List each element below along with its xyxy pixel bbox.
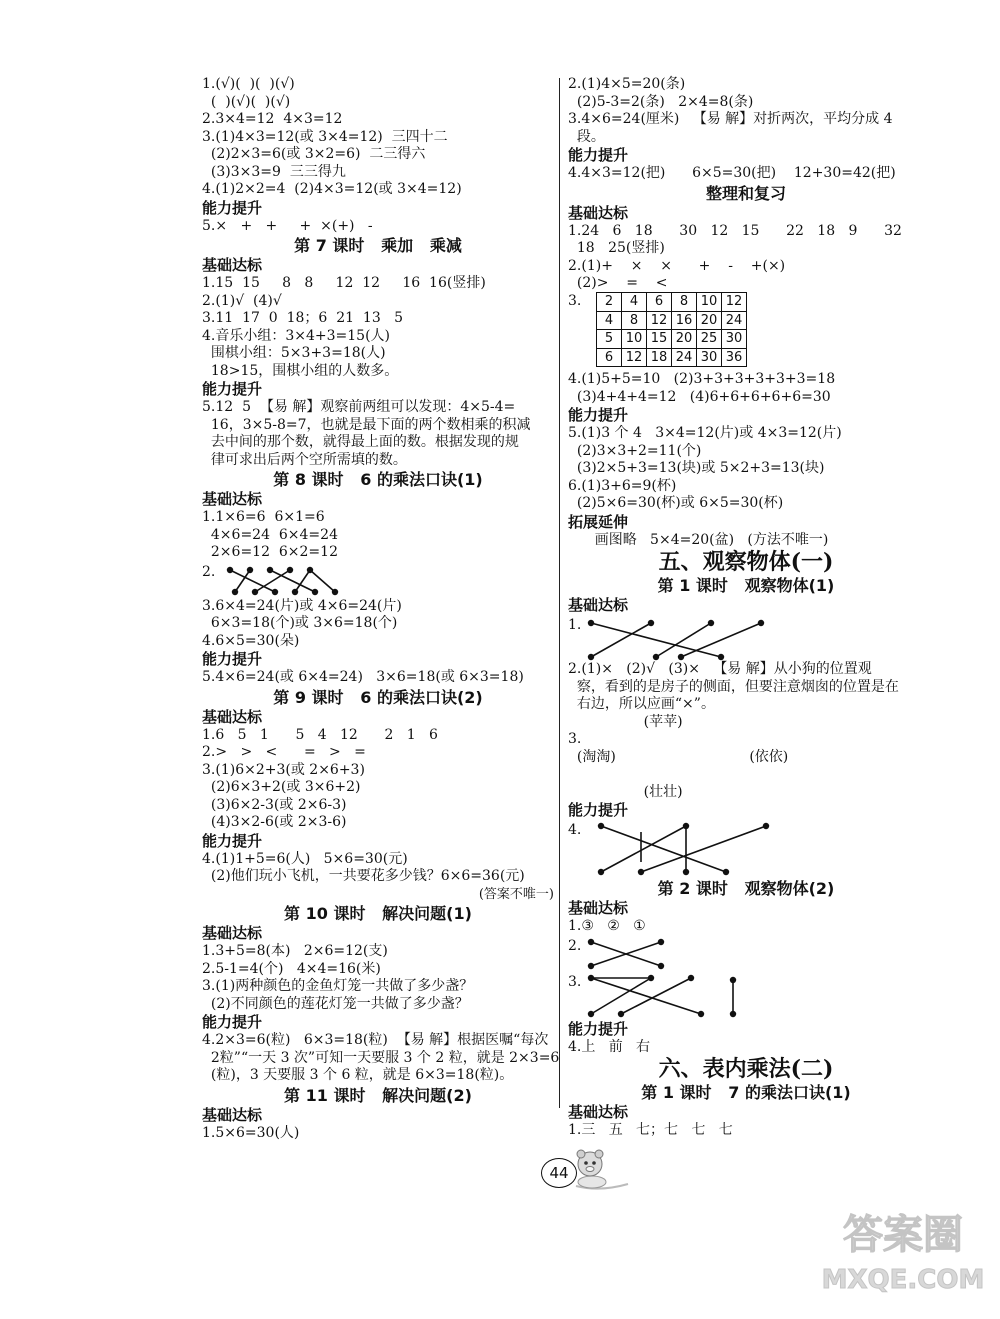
watermark-line1: 答案圈 xyxy=(843,1212,963,1258)
table-cell: 20 xyxy=(697,311,722,330)
question-number: 3. xyxy=(568,973,582,990)
connect-line xyxy=(621,978,691,1014)
connect-dot xyxy=(730,1010,736,1016)
connect-dot xyxy=(683,823,689,829)
connect-dot xyxy=(698,1010,704,1016)
left-column xyxy=(202,76,560,1142)
table-cell: 4 xyxy=(622,293,647,312)
answer-line: (2)3×3+2=11(个) xyxy=(568,442,702,459)
answer-line: 画图略 5×4=20(盆) (方法不唯一) xyxy=(568,531,829,548)
table-cell: 16 xyxy=(672,311,697,330)
lesson-heading: 第 11 课时 解决问题(2) xyxy=(284,1085,472,1105)
connect-dot xyxy=(708,620,714,626)
line-match-figure xyxy=(581,974,751,1020)
answer-line: (3)2×5+3=13(块)或 5×2+3=13(块) xyxy=(568,460,825,476)
connect-dot xyxy=(658,962,664,968)
answer-line: (苹苹) xyxy=(568,713,683,730)
section-label: 基础达标 xyxy=(202,924,263,942)
connect-dot xyxy=(718,654,724,660)
column-divider xyxy=(559,78,560,1108)
section-label: 能力提升 xyxy=(202,1013,263,1031)
line-match-figure xyxy=(215,564,355,598)
answer-line: 5.4×6=24(或 6×4=24) 3×6=18(或 6×3=18) xyxy=(202,669,524,685)
section-label: 基础达标 xyxy=(202,707,263,726)
connect-dot xyxy=(653,654,659,660)
watermark xyxy=(818,1186,988,1306)
connect-dot xyxy=(232,588,238,594)
connect-dot xyxy=(723,869,729,875)
connect-diagram xyxy=(568,617,924,661)
connect-line xyxy=(681,623,761,657)
answer-line: 18 25(竖排) xyxy=(568,240,665,256)
connect-dot xyxy=(272,588,278,594)
question-number: 3. xyxy=(568,292,582,309)
answer-line: 4.上 前 右 xyxy=(568,1038,651,1055)
connect-diagram xyxy=(568,974,924,1020)
table-cell: 24 xyxy=(672,348,697,367)
connect-dot xyxy=(598,869,604,875)
answer-line: (2)他们玩小飞机，一共要花多少钱？6×6=36(元) xyxy=(202,868,525,884)
answer-line: 3.(1)两种颜色的金鱼灯笼一共做了多少盏？ xyxy=(202,978,474,994)
answer-line: 2.(1)× (2)√ (3)× 【易 解】从小狗的位置观 xyxy=(568,661,872,677)
connect-dot xyxy=(648,974,654,980)
page-number: 44 xyxy=(541,1158,577,1188)
section-label: 能力提升 xyxy=(202,831,263,850)
connect-dot xyxy=(598,823,604,829)
connect-diagram xyxy=(202,564,554,598)
answer-line xyxy=(568,766,924,784)
connect-line xyxy=(310,570,335,592)
answer-line: 3.11 17 0 18；6 21 13 5 xyxy=(202,310,404,326)
answer-line: 1.15 15 8 8 12 12 16 16(竖排) xyxy=(202,275,486,291)
answer-line: 4.6×5=30(朵) xyxy=(202,632,300,649)
lesson-heading: 第 9 课时 6 的乘法口诀(2) xyxy=(273,687,483,707)
connect-dot xyxy=(648,620,654,626)
multiplication-table xyxy=(596,292,747,367)
connect-dot xyxy=(618,1010,624,1016)
connect-dot xyxy=(227,566,233,572)
mascot-icon xyxy=(570,1142,630,1198)
answer-line: 1.6 5 1 5 4 12 2 1 6 xyxy=(202,726,438,743)
table-cell: 4 xyxy=(597,311,622,330)
connect-dot xyxy=(678,654,684,660)
answer-line: 1.1×6=6 6×1=6 xyxy=(202,509,325,525)
answer-line: 察，看到的是房子的侧面，但要注意烟囱的位置是在 xyxy=(568,678,899,695)
answer-line: 2×6=12 6×2=12 xyxy=(202,544,338,560)
connect-dot xyxy=(312,588,318,594)
table-cell: 24 xyxy=(722,311,747,330)
connect-dot xyxy=(588,620,594,626)
section-label: 基础达标 xyxy=(568,899,629,917)
answer-line: 1.三 五 七；七 七 七 xyxy=(568,1122,733,1138)
table-row xyxy=(597,348,747,367)
connect-line xyxy=(641,826,766,872)
connect-line xyxy=(601,826,686,872)
answer-line: (3)3×3=9 三三得九 xyxy=(202,163,346,180)
answer-line: 4.(1)2×2=4 (2)4×3=12(或 3×4=12) xyxy=(202,181,462,197)
answer-line: 3.(1)4×3=12(或 3×4=12) 三四十二 xyxy=(202,128,448,145)
answer-line: 1.24 6 18 30 12 15 22 18 9 32 xyxy=(568,222,902,239)
answer-line: 2.> > < = > = xyxy=(202,744,366,760)
answer-line: 2.(1)√ (4)√ xyxy=(202,292,282,309)
answer-line: 5.(1)3 个 4 3×4=12(片)或 4×3=12(片) xyxy=(568,425,842,441)
table-cell: 18 xyxy=(647,348,672,367)
table-cell: 12 xyxy=(622,348,647,367)
connect-dot xyxy=(758,620,764,626)
connect-dot xyxy=(688,974,694,980)
answer-line: 16，3×5-8=7，也就是最下面的两个数相乘的积减 xyxy=(202,416,531,433)
answer-line: 2.5-1=4(个) 4×4=16(米) xyxy=(202,960,381,977)
answer-line: 5.12 5 【易 解】观察前两组可以发现：4×5-4= xyxy=(202,399,516,415)
answer-line: 3. xyxy=(568,731,715,747)
section-label: 能力提升 xyxy=(202,198,263,217)
answer-line: 4.(1)5+5=10 (2)3+3+3+3+3+3=18 xyxy=(568,371,836,387)
answer-line: 右边，所以应画“×”。 xyxy=(568,696,715,712)
lesson-heading: 第 8 课时 6 的乘法口诀(1) xyxy=(273,470,483,489)
answer-line: 1.3+5=8(本) 2×6=12(支) xyxy=(202,943,388,959)
connect-dot xyxy=(267,566,273,572)
answer-line: 4.(1)1+5=6(人) 5×6=30(元) xyxy=(202,850,408,867)
table-cell: 20 xyxy=(672,330,697,349)
answer-line: (3)6×2-3(或 2×6-3) xyxy=(202,796,347,813)
connect-dot xyxy=(588,1010,594,1016)
answer-line: 4.2×3=6(粒) 6×3=18(粒) 【易 解】根据医嘱“每次 xyxy=(202,1032,549,1048)
answer-line: 6.(1)3+6=9(杯) xyxy=(568,477,677,494)
section-label: 能力提升 xyxy=(568,1019,629,1038)
table-cell: 30 xyxy=(697,348,722,367)
table-cell: 36 xyxy=(722,348,747,367)
connect-line xyxy=(255,570,290,592)
line-match-figure xyxy=(581,617,771,661)
answer-line: (2)不同颜色的莲花灯笼一共做了多少盏？ xyxy=(202,995,469,1012)
answer-line: 3.(1)6×2+3(或 2×6+3) xyxy=(202,761,365,778)
section-label: 基础达标 xyxy=(202,256,263,274)
chapter-title: 六、表内乘法(二) xyxy=(658,1056,834,1082)
lesson-heading: 整理和复习 xyxy=(705,183,786,203)
answer-line: 2.(1)4×5=20(条) xyxy=(568,76,686,92)
section-label: 基础达标 xyxy=(568,1103,629,1121)
section-label: 能力提升 xyxy=(568,801,629,819)
answer-line: 1.5×6=30(人) xyxy=(202,1124,300,1141)
connect-line xyxy=(601,826,726,872)
section-label: 基础达标 xyxy=(568,596,629,614)
multiplication-table-block xyxy=(568,293,924,368)
table-row xyxy=(597,293,747,312)
lesson-heading: 第 2 课时 观察物体(2) xyxy=(657,879,835,898)
table-cell: 10 xyxy=(622,330,647,349)
answer-line: 2.(1)+ × × + - +(×) xyxy=(568,257,786,274)
answer-line: 6×3=18(个)或 3×6=18(个) xyxy=(202,615,398,631)
answer-line: 3.4×6=24(厘米) 【易 解】对折两次，平均分成 4 xyxy=(568,111,893,127)
answer-line: 1.(√)( )( )(√) xyxy=(202,76,295,92)
connect-dot xyxy=(638,869,644,875)
section-label: 能力提升 xyxy=(202,650,263,668)
connect-dot xyxy=(588,962,594,968)
table-cell: 2 xyxy=(597,293,622,312)
answer-line: (2)5-3=2(条) 2×4=8(条) xyxy=(568,93,754,110)
answer-line: (粒)，3 天要服 3 个 6 粒，就是 6×3=18(粒)。 xyxy=(202,1067,514,1083)
connect-dot xyxy=(588,654,594,660)
section-label: 基础达标 xyxy=(568,203,629,222)
connect-line xyxy=(591,978,651,1014)
connect-dot xyxy=(252,588,258,594)
table-cell: 15 xyxy=(647,330,672,349)
answer-line: 4×6=24 6×4=24 xyxy=(202,526,338,543)
connect-dot xyxy=(763,823,769,829)
connect-diagram xyxy=(568,938,924,972)
answer-line: 18>15，围棋小组的人数多。 xyxy=(202,362,399,379)
connect-dot xyxy=(588,938,594,944)
section-label: 能力提升 xyxy=(202,380,263,398)
answer-line: (2)2×3=6(或 3×2=6) 二三得六 xyxy=(202,146,426,162)
answer-line: ( )(√)( )(√) xyxy=(202,93,291,110)
connect-dot xyxy=(332,588,338,594)
connect-dot xyxy=(247,566,253,572)
table-cell: 25 xyxy=(697,330,722,349)
answer-line: 段。 xyxy=(568,128,605,145)
connect-line xyxy=(591,978,701,1014)
section-label: 能力提升 xyxy=(568,406,629,424)
answer-line: (4)3×2-6(或 2×3-6) xyxy=(202,814,347,830)
lesson-heading: 第 1 课时 7 的乘法口诀(1) xyxy=(641,1083,851,1102)
section-label: 拓展延伸 xyxy=(568,512,629,531)
answer-line: (2)6×3+2(或 3×6+2) xyxy=(202,779,361,795)
section-label: 基础达标 xyxy=(202,490,263,508)
table-cell: 12 xyxy=(722,293,747,312)
table-row xyxy=(597,330,747,349)
answer-line: 5.× + + + ×(+) - xyxy=(202,217,373,234)
answer-note: (答案不唯一) xyxy=(478,886,554,902)
table-cell: 8 xyxy=(622,311,647,330)
answer-line: 律可求出后两个空所需填的数。 xyxy=(202,451,407,468)
connect-dot xyxy=(588,974,594,980)
answer-line: (2)> = < xyxy=(568,275,668,291)
answer-line: 1.③ ② ① xyxy=(568,918,646,934)
answer-line: 围棋小组：5×3+3=18(人) xyxy=(202,345,386,361)
answer-line: (2)5×6=30(杯)或 6×5=30(杯) xyxy=(568,495,784,511)
table-cell: 10 xyxy=(697,293,722,312)
answer-line: 3.6×4=24(片)或 4×6=24(片) xyxy=(202,597,402,614)
answer-line: 2.3×4=12 4×3=12 xyxy=(202,111,343,127)
question-number: 2. xyxy=(568,937,582,954)
table-row xyxy=(597,311,747,330)
table-cell: 8 xyxy=(672,293,697,312)
line-match-figure xyxy=(581,938,701,972)
line-match-figure xyxy=(581,822,781,878)
question-number: 4. xyxy=(568,822,582,838)
answer-line: 4.音乐小组：3×4+3=15(人) xyxy=(202,327,391,344)
answer-line: 2粒”“一天 3 次”可知一天要服 3 个 2 粒，就是 2×3=6 xyxy=(202,1049,560,1066)
answer-line: (壮壮) xyxy=(568,783,683,800)
table-cell: 6 xyxy=(597,348,622,367)
question-number: 1. xyxy=(568,617,582,633)
table-cell: 12 xyxy=(647,311,672,330)
table-cell: 6 xyxy=(647,293,672,312)
answer-line: 4.4×3=12(把) 6×5=30(把) 12+30=42(把) xyxy=(568,165,896,181)
question-number: 2. xyxy=(202,563,216,580)
connect-dot xyxy=(287,566,293,572)
chapter-title: 五、观察物体(一) xyxy=(658,549,834,575)
answer-line: (3)4+4+4=12 (4)6+6+6+6+6=30 xyxy=(568,388,831,405)
lesson-heading: 第 1 课时 观察物体(1) xyxy=(657,576,835,595)
table-cell: 30 xyxy=(722,330,747,349)
answer-line: 去中间的那个数，就得最上面的数。根据发现的规 xyxy=(202,434,519,450)
connect-dot xyxy=(307,566,313,572)
connect-dot xyxy=(292,588,298,594)
section-label: 能力提升 xyxy=(568,146,629,164)
right-column xyxy=(568,76,924,1140)
connect-dot xyxy=(730,976,736,982)
section-label: 基础达标 xyxy=(202,1105,263,1124)
table-cell: 5 xyxy=(597,330,622,349)
connect-dot xyxy=(658,938,664,944)
connect-dot xyxy=(683,869,689,875)
connect-line xyxy=(591,623,651,657)
lesson-heading: 第 10 课时 解决问题(1) xyxy=(284,904,472,923)
answer-line: (淘淘) (依依) xyxy=(568,748,789,765)
connect-diagram xyxy=(568,822,924,878)
watermark-line2: MXQE.COM xyxy=(821,1265,985,1295)
lesson-heading: 第 7 课时 乘加 乘减 xyxy=(294,236,462,255)
